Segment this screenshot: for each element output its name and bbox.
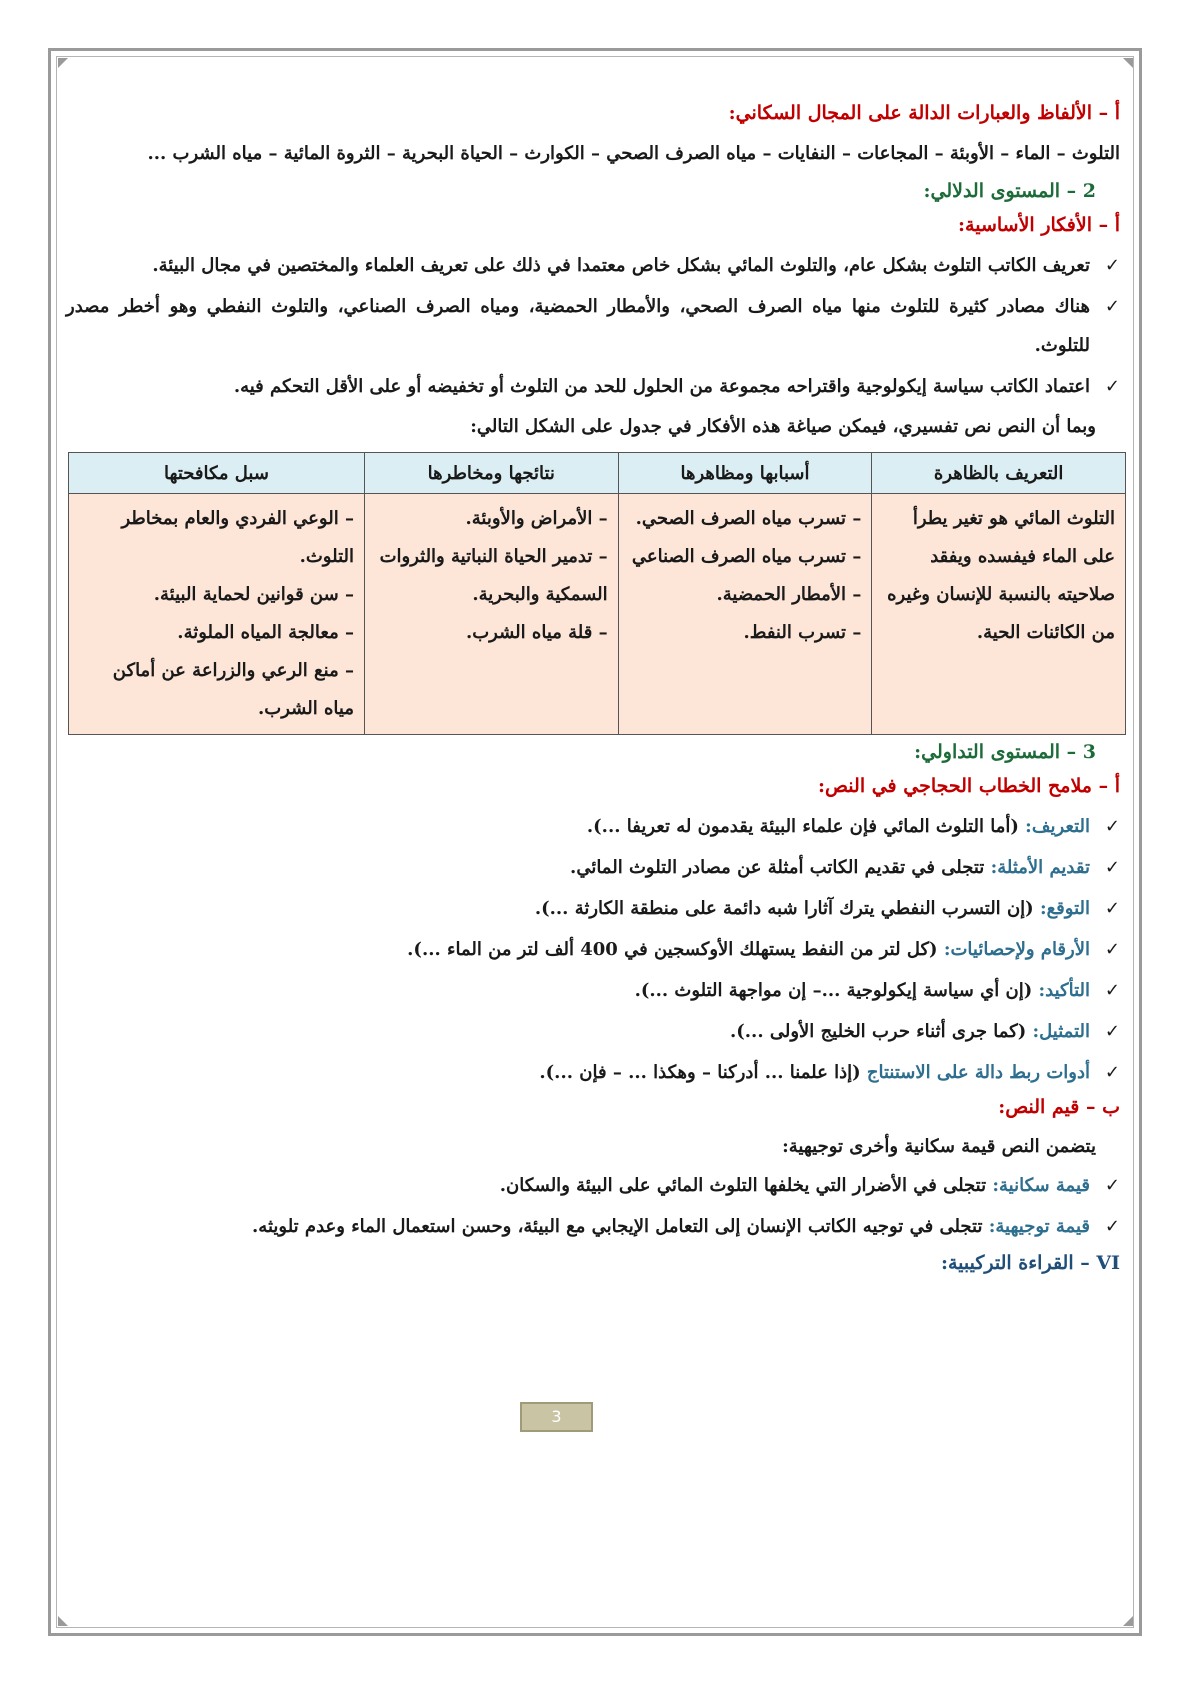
list-item: [66, 1207, 1120, 1246]
check-icon: ✓: [1104, 1062, 1120, 1083]
list-item-text: تتجلى في توجيه الكاتب الإنسان إلى التعامل الإيجابي مع البيئة، وحسن استعمال الماء وعدم تلويثه.: [252, 1216, 989, 1237]
cell-line: – تدمير الحياة النباتية والثروات السمكية والبحرية.: [379, 546, 608, 605]
list-item: [66, 930, 1120, 969]
table-cell-solutions: [69, 494, 365, 735]
check-icon: ✓: [1104, 898, 1120, 919]
list-item: [66, 889, 1120, 928]
values-intro: يتضمن النص قيمة سكانية وأخرى توجيهية:: [782, 1136, 1096, 1157]
column-header: نتائجها ومخاطرها: [364, 453, 618, 494]
list-item: [66, 1012, 1120, 1051]
corner-ornament: [58, 1616, 68, 1626]
table-row: [69, 494, 1126, 735]
table-header-row: [69, 453, 1126, 494]
paragraph: التلوث – الماء – الأوبئة – المجاعات – النفايات – مياه الصرف الصحي – الكوارث – الحياة البحرية – الثروة المائية – مياه الشرب ...: [147, 143, 1120, 164]
cell-line: – منع الرعي والزراعة عن أماكن مياه الشرب.: [112, 660, 354, 719]
corner-ornament: [58, 58, 68, 68]
cell-line: – الوعي الفردي والعام بمخاطر التلوث.: [121, 508, 354, 567]
cell-line: – الأمراض والأوبئة.: [465, 508, 608, 529]
column-header: أسبابها ومظاهرها: [618, 453, 872, 494]
cell-line: – سن قوانين لحماية البيئة.: [153, 584, 354, 605]
section-heading: أ – الأفكار الأساسية:: [958, 214, 1120, 236]
column-header: سبل مكافحتها: [69, 453, 365, 494]
table-intro: وبما أن النص نص تفسيري، فيمكن صياغة هذه الأفكار في جدول على الشكل التالي:: [470, 416, 1096, 437]
list-item-text: تعريف الكاتب التلوث بشكل عام، والتلوث المائي بشكل خاص معتمدا في ذلك على تعريف العلماء والمختصين في مجال البيئة.: [152, 255, 1090, 276]
list-item-text: (إذا علمنا ... أدركنا – وهكذا ... – فإن ...).: [539, 1062, 867, 1083]
list-item: [66, 287, 1120, 365]
check-icon: ✓: [1104, 1216, 1120, 1237]
section-heading: أ – ملامح الخطاب الحجاجي في النص:: [818, 775, 1120, 797]
corner-ornament: [1123, 1616, 1133, 1626]
term-label: التوقع:: [1039, 898, 1090, 919]
list-item-text: (إن التسرب النفطي يترك آثارا شبه دائمة على منطقة الكارثة ...).: [534, 898, 1040, 919]
term-label: تقديم الأمثلة:: [990, 857, 1090, 878]
list-item: [66, 848, 1120, 887]
level-heading: 2 – المستوى الدلالي:: [923, 180, 1096, 202]
term-label: قيمة توجيهية:: [988, 1216, 1090, 1237]
check-icon: ✓: [1104, 939, 1120, 960]
cell-line: – تسرب مياه الصرف الصناعي: [631, 546, 862, 567]
table-cell-definition: التلوث المائي هو تغير يطرأ على الماء فيفسده ويفقد صلاحيته بالنسبة للإنسان وغيره من الكائنات الحية.: [872, 494, 1126, 735]
table-cell-causes: [618, 494, 872, 735]
list-item-text: هناك مصادر كثيرة للتلوث منها مياه الصرف الصحي، والأمطار الحمضية، ومياه الصرف الصناعي، والتلوث النفطي وهو أخطر مصدر للتلوث.: [66, 296, 1090, 356]
term-label: قيمة سكانية:: [992, 1175, 1090, 1196]
check-icon: ✓: [1104, 1021, 1120, 1042]
list-item-text: (كما جرى أثناء حرب الخليج الأولى ...).: [730, 1021, 1033, 1042]
list-item: [66, 807, 1120, 846]
term-label: الأرقام ولإحصائيات:: [943, 939, 1090, 960]
section-heading: أ – الألفاظ والعبارات الدالة على المجال السكاني:: [728, 102, 1120, 124]
check-icon: ✓: [1104, 980, 1120, 1001]
ideas-table: [68, 452, 1126, 735]
cell-line: – معالجة المياه الملوثة.: [177, 622, 354, 643]
section-heading: ب – قيم النص:: [998, 1096, 1120, 1118]
check-icon: ✓: [1104, 1175, 1120, 1196]
list-item-text: (كل لتر من النفط يستهلك الأوكسجين في 400 ألف لتر من الماء ...).: [407, 939, 944, 960]
column-header: التعريف بالظاهرة: [872, 453, 1126, 494]
section-heading: VI – القراءة التركيبية:: [940, 1252, 1120, 1274]
check-icon: ✓: [1104, 296, 1120, 317]
list-item-text: (أما التلوث المائي فإن علماء البيئة يقدمون له تعريفا ...).: [586, 816, 1026, 837]
check-icon: ✓: [1104, 255, 1120, 276]
term-label: أدوات ربط دالة على الاستنتاج: [866, 1062, 1090, 1083]
list-item: [66, 971, 1120, 1010]
term-label: التأكيد:: [1038, 980, 1090, 1001]
list-item: [66, 246, 1120, 285]
cell-line: – قلة مياه الشرب.: [465, 622, 608, 643]
check-icon: ✓: [1104, 816, 1120, 837]
level-heading: 3 – المستوى التداولي:: [914, 741, 1096, 763]
cell-line: – تسرب النفط.: [743, 622, 862, 643]
check-icon: ✓: [1104, 857, 1120, 878]
list-item-text: تتجلى في الأضرار التي يخلفها التلوث المائي على البيئة والسكان.: [499, 1175, 993, 1196]
list-item: [66, 367, 1120, 406]
table-cell-results: [364, 494, 618, 735]
list-item: [66, 1053, 1120, 1092]
term-label: التمثيل:: [1032, 1021, 1090, 1042]
list-item-text: اعتماد الكاتب سياسة إيكولوجية واقتراحه مجموعة من الحلول للحد من التلوث أو تخفيضه أو على الأقل التحكم فيه.: [233, 376, 1090, 397]
corner-ornament: [1123, 58, 1133, 68]
page-number: 3: [520, 1402, 593, 1432]
cell-line: – الأمطار الحمضية.: [716, 584, 862, 605]
cell-line: – تسرب مياه الصرف الصحي.: [635, 508, 862, 529]
list-item-text: تتجلى في تقديم الكاتب أمثلة عن مصادر التلوث المائي.: [570, 857, 991, 878]
term-label: التعريف:: [1025, 816, 1090, 837]
document-content: [66, 100, 1126, 1282]
list-item: [66, 1166, 1120, 1205]
check-icon: ✓: [1104, 376, 1120, 397]
list-item-text: (إن أي سياسة إيكولوجية ...– إن مواجهة التلوث ...).: [634, 980, 1039, 1001]
